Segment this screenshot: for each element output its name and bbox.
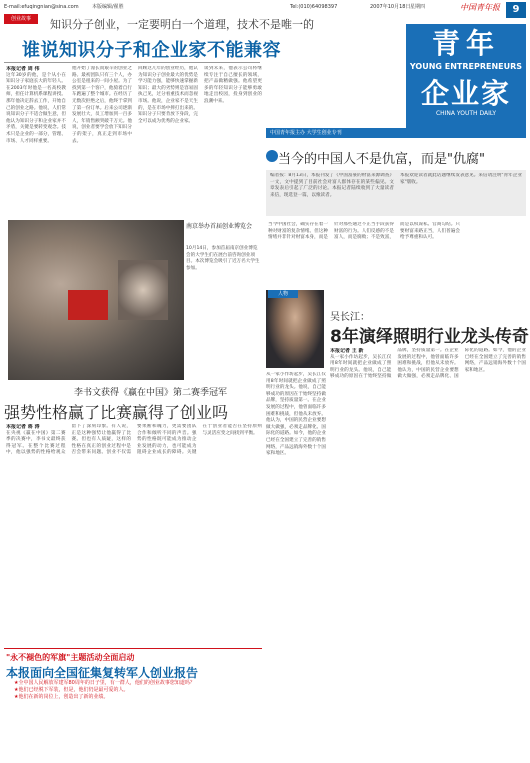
promo-item: ★他们已经脱下军装，但是，他们仍是最可爱的人。 [14,686,129,693]
article2-text: 当今中国社会，确实存在着一种对财富的复杂情绪。但这种情绪并非针对财富本身，而是针对那些通过不正当手段获得财富的行为。人们反感的不是富人，而是腐败；不是致富，而是以权谋私、官商勾结。只要财富来路正当，人们普遍会给予尊重和认可。 [268,222,460,241]
expo-photo [8,220,184,380]
article1-col-1 [6,66,66,216]
promo-divider [4,648,262,649]
newspaper-logo: 中国青年报 [460,3,500,12]
masthead-subtitle: CHINA YOUTH DAILY [435,110,497,117]
article2-note-text-right: 本报欢迎读者就此话题继续发表意见。来信请注明"青年企业家"版收。 [400,173,522,185]
article5-tag: 人物 [268,290,298,298]
promo-item: ★他们在新的岗位上，创造出了新的业绩。 [14,693,109,700]
article3-subhead: 李书文获得《赢在中国》第二赛季冠军 [74,388,228,398]
promo-headline: 本报面向全国征集复转军人创业报告 [6,666,199,680]
header-date: 2007年10月18日 [370,4,411,10]
page-number: 9 [506,2,526,18]
bullet-icon [266,150,278,162]
header-weekday: 星期四 [410,4,426,10]
article5-left-col [266,372,326,758]
promo-list [14,680,254,700]
photo-caption-body: 10月14日，参加首届南京创业博览会的大学生们在展台前咨询创业项目。本次博览会吸引了近万名大学生参加。 [186,246,260,271]
promo-kicker: "永不褪色的军旗"主题活动全面启动 [6,653,135,662]
article1-kicker: 知识分子创业，一定要明白一个道理，技术不是唯一的 [50,18,314,31]
article1-text-1: 这年30岁的他，是个从小在知识分子家庭长大的年轻人。在2003年时他是一名高校教师，担任计算机系课程讲授。那年他决定辞去工作，开始自己的创业之路。他说，人们常说知识分子不适合做生意，但他认为知识分子和企业家并不矛盾，关键是要转变观念。技术只是企业的一部分，管理、市场、人才同样重要。 [6,72,66,144]
masthead-title-1: 青年 [431,27,500,60]
header-tel: Tel:(010)64098397 [290,4,338,10]
article1-col-3 [138,66,198,216]
article2-note-right [400,173,522,213]
header-editor: 本版编辑/翟胜 [92,4,124,10]
article2-headline: 当今的中国人不是仇富，而是"仇腐" [278,152,485,167]
article2-note-text: 编者按：8月13日，本报刊发了《中国富豪的财富来源调查》一文，文中提到了目前社会对富人群体存在的某些偏见。文章发表后引起了广泛的讨论。本报记者陆续收到了大量读者来信，现选登一篇，以飨读者。 [270,173,394,198]
article5-body [330,348,526,758]
page-header [0,0,530,14]
article1-col-4 [204,66,262,216]
portrait-photo [266,290,324,368]
masthead-english: YOUNG ENTREPRENEURS [409,62,523,71]
article5-text-cont: 从一家小作坊起步，吴长江仅用8年时间就把企业做成了照明行业的龙头。他说，自己能够成功的原因在于始终坚持做品牌，坚持质量第一。在企业发展的过程中，他曾面临许多困难和挑战，但他从未放弃。他认为，中国的民营企业要想做大做强，必须走品牌化、国际化的道路。如今，他的企业已经在全国建立了完善的销售网络，产品远销海外数十个国家和地区。 [266,372,326,457]
article5-name: 吴长江： [330,312,370,323]
promo-item: ★全中国人民解放军建军80周年的日子里，有一群人，他们的创业故事您知道吗？ [14,680,195,686]
article5-text: 从一家小作坊起步，吴长江仅用8年时间就把企业做成了照明行业的龙头。他说，自己能够成功的原因在于始终坚持做品牌，坚持质量第一。在企业发展的过程中，他曾面临许多困难和挑战，但他从未放弃。他认为，中国的民营企业要想做大做强，必须走品牌化、国际化的道路。如今，他的企业已经在全国建立了完善的销售网络，产品远销海外数十个国家和地区。 [330,348,526,380]
article1-col-2 [72,66,132,216]
column-masthead [406,24,526,128]
masthead-title-2: 企业家 [420,77,511,110]
section-tag: 创业故事 [4,14,38,24]
article5-headline: 8年演绎照明行业龙头传奇 [330,327,529,347]
article1-headline: 谁说知识分子和企业家不能兼容 [22,40,281,61]
article3-headline: 强势性格赢了比赛赢得了创业吗 [4,403,229,422]
article2-note-left [270,173,394,213]
article1-text-3: 回顾这几年的创业经历，他认为知识分子创业最大的优势是学习能力强，能够快速掌握新知识；最大的劣势则是容易固执己见，过分看重技术而忽视市场。他说，企业家不是天生的，是在市场中摔打出来的。知识分子只要肯放下身段，完全可以成为优秀的企业家。 [138,66,198,124]
article1-text-4: 谈到未来，他表示公司将继续专注于自己擅长的领域，把产品做精做强。他希望更多的年轻知识分子能够勇敢地走出校园，投身到创业的浪潮中来。 [204,66,262,104]
article3-text: 在央视《赢在中国》第二赛季的决赛中，李书文最终获得冠军。在整个比赛过程中，他以强势的性格给观众留下了深刻印象。有人说，正是这种强势让他赢得了比赛。但也有人质疑，这样的性格在真正的创业过程中是否会带来问题。创业不仅需要果断和魄力，更需要团队合作和倾听不同的声音。强势的性格既可能成为推动企业发展的动力，也可能成为阻碍企业成长的障碍。关键在于创业者能否在坚持原则与灵活应变之间找到平衡。 [6,424,262,456]
article3-byline: 本报记者 蒋 涛 [6,424,40,430]
article2-body [268,222,526,286]
article5-byline: 本报记者 王 新 [330,348,364,354]
article1-byline: 本报记者 周 伟 [6,66,40,72]
article2-section-bar: 中国青年报主办 大学生创业专刊 [266,128,526,138]
photo-caption-title: 南京举办首届创业博览会 [186,223,253,230]
header-email: E-mail:efuqingnian@sina.com [4,4,79,10]
article1-text-2: 他开始了漫长而艰辛的创业之路。最初团队只有三个人，办公室是租来的一间小屋。为了找到第一个客户，他骑着自行车跑遍了整个城市。在经历了无数次拒绝之后，他终于拿到了第一份订单。后来公司逐渐发展壮大，员工增加到一百多人，年销售额突破千万元。他说，创业者要学会放下知识分子的架子，真正走到市场中去。 [72,66,132,144]
article3-body [6,424,262,646]
divider [4,62,260,63]
